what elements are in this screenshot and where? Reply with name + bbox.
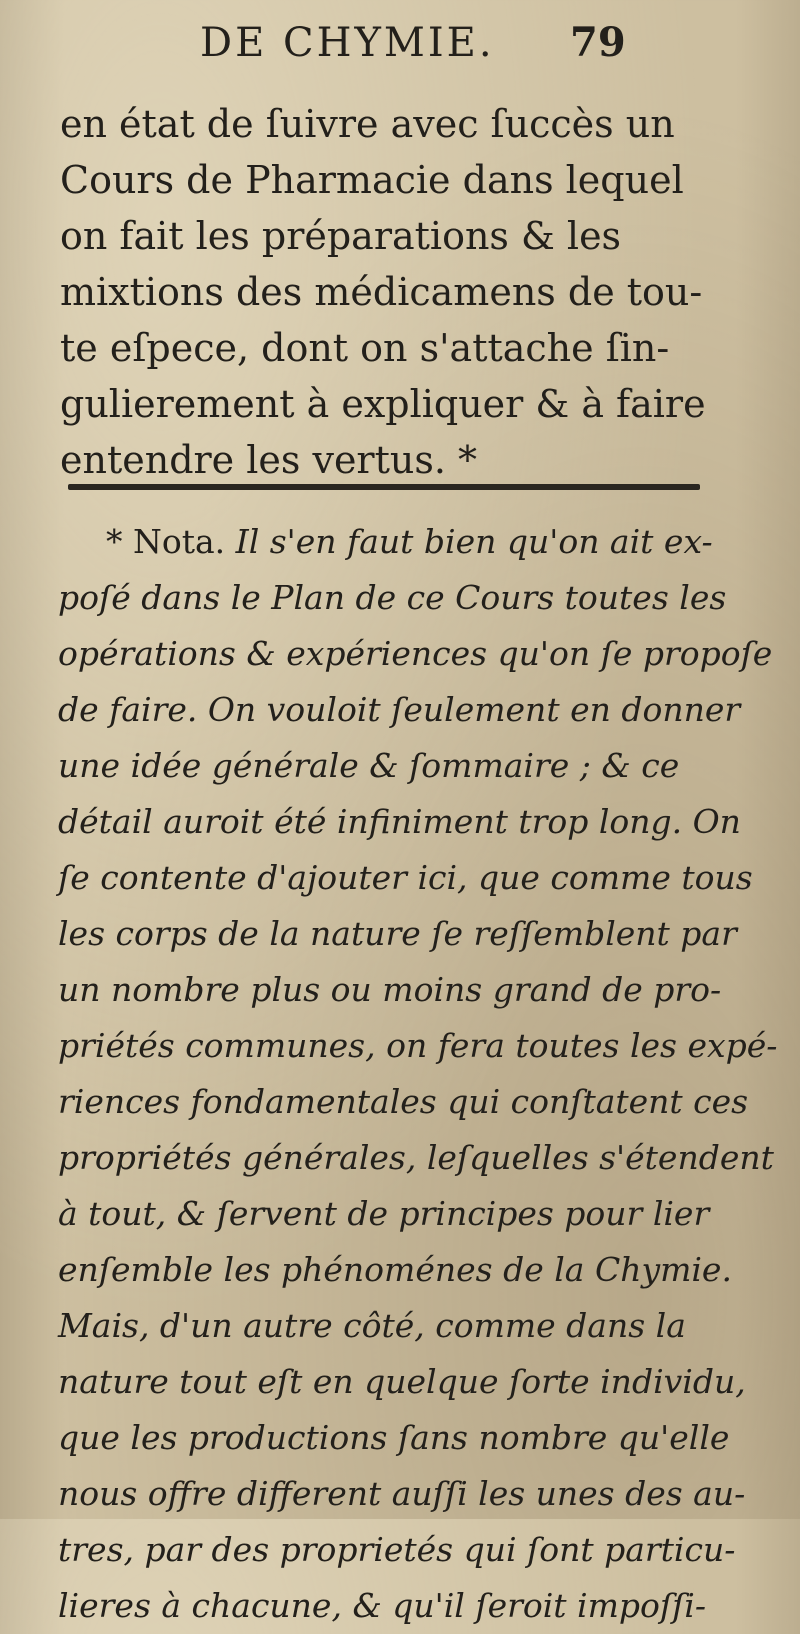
footnote-first-line-text: Il s'en faut bien qu'on ait ex- xyxy=(235,522,713,561)
text-line: entendre les vertus. * xyxy=(60,438,477,482)
running-head: DE CHYMIE. xyxy=(200,20,495,66)
footnote-line: poſé dans le Plan de ce Cours toutes les xyxy=(58,578,727,617)
footnote-line: nature tout eſt en quelque ſorte individu, xyxy=(58,1362,746,1401)
footnote-line: à tout, & ſervent de principes pour lier xyxy=(58,1194,710,1233)
footnote-divider xyxy=(68,484,700,490)
footnote-line: tres, par des proprietés qui ſont particu- xyxy=(58,1530,736,1569)
footnote-line: opérations & expériences qu'on ſe propoſe xyxy=(58,634,773,673)
text-line: gulierement à expliquer & à faire xyxy=(60,382,706,426)
footnote-line: les corps de la nature ſe reſſemblent par xyxy=(58,914,737,953)
footnote-first-line xyxy=(58,514,778,570)
footnote-line: riences fondamentales qui conſtatent ces xyxy=(58,1082,749,1121)
text-line: on fait les préparations & les xyxy=(60,214,622,258)
page-number: 79 xyxy=(570,19,626,66)
footnote-line: Mais, d'un autre côté, comme dans la xyxy=(58,1306,686,1345)
footnote-line: priétés communes, on fera toutes les expé- xyxy=(58,1026,778,1065)
footnote-line: une idée générale & ſommaire ; & ce xyxy=(58,746,680,785)
footnote-marker: * Nota. xyxy=(106,522,226,561)
footnote-line: que les productions ſans nombre qu'elle xyxy=(58,1418,730,1457)
text-line: Cours de Pharmacie dans lequel xyxy=(60,158,684,202)
footnote-line: propriétés générales, leſquelles s'étendent xyxy=(58,1138,774,1177)
footnote xyxy=(58,514,778,1634)
footnote-line: nous offre different auſſi les unes des au- xyxy=(58,1474,746,1513)
footnote-line: de faire. On vouloit ſeulement en donner xyxy=(58,690,741,729)
footnote-line: ſe contente d'ajouter ici, que comme tous xyxy=(58,858,753,897)
footnote-line: lieres à chacune, & qu'il ſeroit impoſſi- xyxy=(58,1586,707,1625)
footnote-line: enſemble les phénoménes de la Chymie. xyxy=(58,1250,732,1289)
text-line: te eſpece, dont on s'attache ſin- xyxy=(60,326,670,370)
text-line: mixtions des médicamens de tou- xyxy=(60,270,703,314)
main-text xyxy=(60,96,760,488)
text-line: en état de ſuivre avec ſuccès un xyxy=(60,102,675,146)
footnote-line: détail auroit été infiniment trop long. On xyxy=(58,802,741,841)
page-header xyxy=(200,18,640,68)
footnote-line: un nombre plus ou moins grand de pro- xyxy=(58,970,722,1009)
